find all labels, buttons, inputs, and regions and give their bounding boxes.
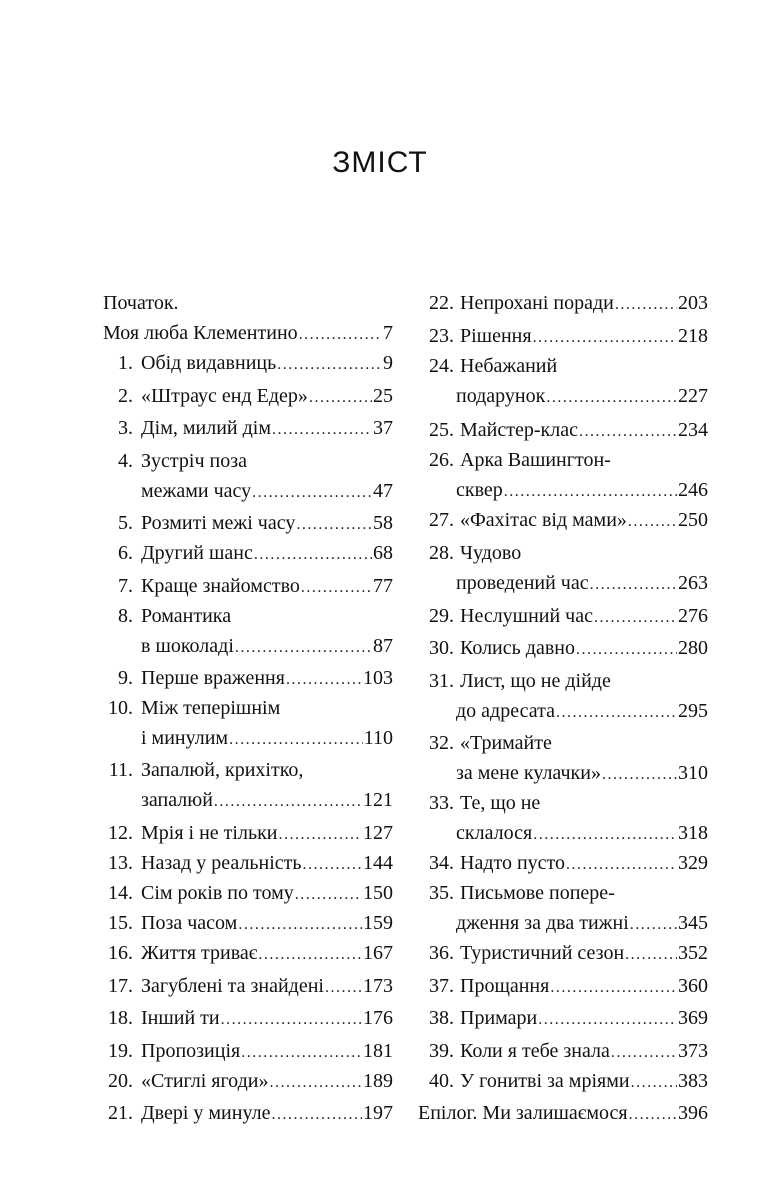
chapter-title: Сім років по тому [141,882,294,904]
toc-entry [103,446,393,506]
chapter-title: і минулим [141,727,229,749]
chapter-number: 7. [118,575,133,597]
page-number: 37 [373,417,393,439]
page-number: 7 [383,322,393,344]
toc-entry [418,971,708,1001]
chapter-number: 13. [108,852,133,874]
dot-leader [301,573,372,603]
chapter-number: 18. [108,1007,133,1029]
chapter-number: 12. [108,822,133,844]
dot-leader [309,383,372,413]
chapter-title: Початок. [103,292,179,314]
page-number: 276 [678,605,708,627]
chapter-title: Другий шанс [141,542,253,564]
chapter-title: Небажаний [460,355,558,377]
dot-leader [615,290,677,320]
page-number: 176 [363,1007,393,1029]
chapter-number: 17. [108,975,133,997]
chapter-title: «Тримайте [460,732,552,754]
page-number: 318 [678,822,708,844]
toc-entry [418,1098,708,1128]
chapter-number: 11. [108,759,133,781]
toc-entry [418,415,708,445]
chapter-number: 29. [429,605,454,627]
dot-leader [269,1068,362,1098]
page-number: 159 [363,912,393,934]
chapter-number: 16. [108,942,133,964]
toc-entry [418,601,708,631]
chapter-title: Назад у реальність [141,852,302,874]
toc-entry [418,666,708,726]
chapter-title: Непрохані поради [460,292,614,314]
chapter-number: 5. [118,512,133,534]
chapter-number: 31. [429,670,454,692]
chapter-title: Примари [460,1007,538,1029]
toc-entry [418,633,708,663]
page-number: 369 [678,1007,708,1029]
chapter-title: Майстер-клас [460,419,578,441]
chapter-title: запалюй [141,789,213,811]
chapter-title: Моя люба Клементино [103,322,298,344]
toc-entry [103,848,393,878]
page-number: 360 [678,975,708,997]
dot-leader [504,477,677,507]
dot-leader [286,665,362,695]
chapter-title: Інший ти [141,1007,220,1029]
page-number: 352 [678,942,708,964]
chapter-number: 9. [118,667,133,689]
page-number: 121 [363,789,393,811]
toc-entry [103,508,393,538]
toc-entry [418,938,708,968]
toc-entry [103,938,393,968]
dot-leader [241,1038,362,1068]
chapter-title: Краще знайомство [141,575,300,597]
chapter-title: Дім, милий дім [141,417,271,439]
toc-entry [418,1003,708,1033]
chapter-title: Життя триває [141,942,258,964]
chapter-number: 39. [429,1040,454,1062]
chapter-title: «Фахітас від мами» [460,509,627,531]
chapter-title: Коли я тебе знала [460,1040,610,1062]
page-number: 110 [363,727,393,749]
toc-entry [103,818,393,848]
page-number: 150 [363,882,393,904]
dot-leader [229,725,363,755]
chapter-number: 37. [429,975,454,997]
dot-leader [566,850,677,880]
dot-leader [214,787,362,817]
chapter-number: 21. [108,1102,133,1124]
chapter-number: 33. [429,792,454,814]
dot-leader [556,698,677,728]
chapter-title: «Штраус енд Едер» [141,385,308,407]
page-number: 144 [363,852,393,874]
chapter-title: до адресата [456,700,555,722]
dot-leader [611,1038,677,1068]
chapter-number: 4. [118,450,133,472]
chapter-title: Неслушний час [460,605,593,627]
dot-leader [546,383,677,413]
chapter-title: Туристичний сезон [460,942,625,964]
dot-leader [590,570,677,600]
chapter-title: Пропозиція [141,1040,241,1062]
chapter-number: 38. [429,1007,454,1029]
toc-entry [418,788,708,848]
chapter-title: Те, що не [460,792,541,814]
toc-entry [418,878,708,938]
page-number: 25 [373,385,393,407]
page-number: 246 [678,479,708,501]
page-number: 127 [363,822,393,844]
page-number: 218 [678,325,708,347]
toc-left-column [103,288,393,1168]
chapter-number: 28. [429,542,454,564]
page-number: 280 [678,637,708,659]
toc-entry [103,1036,393,1066]
chapter-number: 1. [118,352,133,374]
page-number: 234 [678,419,708,441]
chapter-number: 25. [429,419,454,441]
page-number: 68 [373,542,393,564]
dot-leader [296,510,372,540]
chapter-title: Перше враження [141,667,285,689]
chapter-number: 3. [118,417,133,439]
toc-entry [103,755,393,815]
page-title: ЗМІСТ [332,146,428,179]
toc-entry [103,288,393,318]
chapter-title: Чудово [460,542,522,564]
toc-entry [418,321,708,351]
chapter-title: Зустріч поза [141,450,247,472]
chapter-title: подарунок [456,385,546,407]
chapter-number: 22. [429,292,454,314]
toc-entry [103,381,393,411]
dot-leader [628,507,677,537]
chapter-title: Загублені та знайдені [141,975,324,997]
page-number: 47 [373,480,393,502]
page-number: 167 [363,942,393,964]
toc-entry [418,445,708,505]
chapter-title: склалося [456,822,533,844]
chapter-title: проведений час [456,572,589,594]
chapter-number: 35. [429,882,454,904]
dot-leader [533,323,677,353]
page-number: 103 [363,667,393,689]
dot-leader [254,540,372,570]
toc-entry [103,878,393,908]
dot-leader [602,760,677,790]
dot-leader [299,320,382,350]
dot-leader [238,910,362,940]
dot-leader [252,478,372,508]
toc-entry [103,1066,393,1096]
chapter-title: Розмиті межі часу [141,512,296,534]
page-number: 77 [373,575,393,597]
chapter-number: 32. [429,732,454,754]
chapter-number: 24. [429,355,454,377]
page-number: 383 [678,1070,708,1092]
dot-leader [272,415,372,445]
chapter-number: 26. [429,449,454,471]
page-number: 173 [363,975,393,997]
chapter-number: 6. [118,542,133,564]
page-number: 58 [373,512,393,534]
toc-entry [418,538,708,598]
page-number: 197 [363,1102,393,1124]
page-number: 373 [678,1040,708,1062]
dot-leader [258,940,362,970]
toc-entry [103,413,393,443]
dot-leader [271,1100,362,1130]
dot-leader [325,973,362,1003]
chapter-title: Прощання [460,975,550,997]
page-number: 250 [678,509,708,531]
dot-leader [630,910,677,940]
chapter-title: Романтика [141,605,232,627]
dot-leader [221,1005,362,1035]
toc-right-column [418,288,708,1168]
chapter-number: 27. [429,509,454,531]
dot-leader [533,820,677,850]
chapter-number: 10. [108,697,133,719]
chapter-title: У гонитві за мріями [460,1070,630,1092]
toc-entry [103,571,393,601]
chapter-title: межами часу [141,480,252,502]
toc-entry [103,348,393,378]
toc-entry [103,1098,393,1128]
page-number: 345 [678,912,708,934]
dot-leader [594,603,677,633]
chapter-number: 19. [108,1040,133,1062]
chapter-title: Лист, що не дійде [460,670,611,692]
chapter-title: Надто пусто [460,852,566,874]
page-number: 181 [363,1040,393,1062]
chapter-number: 30. [429,637,454,659]
page-number: 9 [383,352,393,374]
chapter-title: Запалюй, крихітко, [141,759,304,781]
page-number: 329 [678,852,708,874]
chapter-title: Арка Вашингтон- [460,449,611,471]
dot-leader [576,635,677,665]
chapter-title: Мрія і не тільки [141,822,278,844]
chapter-number: 23. [429,325,454,347]
page-number: 310 [678,762,708,784]
dot-leader [295,880,362,910]
chapter-title: сквер [456,479,503,501]
page-number: 87 [373,635,393,657]
chapter-title: Двері у минуле [141,1102,271,1124]
toc-entry [418,351,708,411]
page-number: 263 [678,572,708,594]
chapter-number: 40. [429,1070,454,1092]
dot-leader [629,1100,677,1130]
chapter-title: за мене кулачки» [456,762,601,784]
toc-entry [418,848,708,878]
dot-leader [538,1005,677,1035]
chapter-title: Епілог. Ми залишаємося [418,1102,628,1124]
dot-leader [235,633,372,663]
dot-leader [550,973,677,1003]
chapter-title: Рішення [460,325,532,347]
chapter-title: Між теперішнім [141,697,281,719]
toc-entry [103,908,393,938]
toc-entry [103,601,393,661]
dot-leader [277,350,382,380]
dot-leader [579,417,677,447]
page-number: 203 [678,292,708,314]
toc-entry [418,288,708,318]
chapter-number: 14. [108,882,133,904]
toc-entry [418,728,708,788]
page-number: 189 [363,1070,393,1092]
toc-entry [103,538,393,568]
dot-leader [303,850,362,880]
chapter-number: 34. [429,852,454,874]
chapter-title: дження за два тижні [456,912,629,934]
dot-leader [625,940,677,970]
chapter-title: Письмове попере- [460,882,615,904]
chapter-number: 20. [108,1070,133,1092]
chapter-number: 36. [429,942,454,964]
chapter-title: Обід видавниць [141,352,277,374]
chapter-title: в шоколаді [141,635,234,657]
dot-leader [631,1068,677,1098]
chapter-title: «Стиглі ягоди» [141,1070,269,1092]
page-number: 227 [678,385,708,407]
dot-leader [279,820,363,850]
toc-entry [103,971,393,1001]
toc-entry [103,693,393,753]
chapter-title: Колись давно [460,637,575,659]
page-number: 295 [678,700,708,722]
chapter-number: 2. [118,385,133,407]
page-number: 396 [678,1102,708,1124]
chapter-number: 8. [118,605,133,627]
toc-entry [418,1066,708,1096]
chapter-title: Поза часом [141,912,238,934]
toc-entry [103,318,393,348]
toc-entry [103,1003,393,1033]
toc-entry [418,505,708,535]
toc-entry [418,1036,708,1066]
chapter-number: 15. [108,912,133,934]
toc-entry [103,663,393,693]
